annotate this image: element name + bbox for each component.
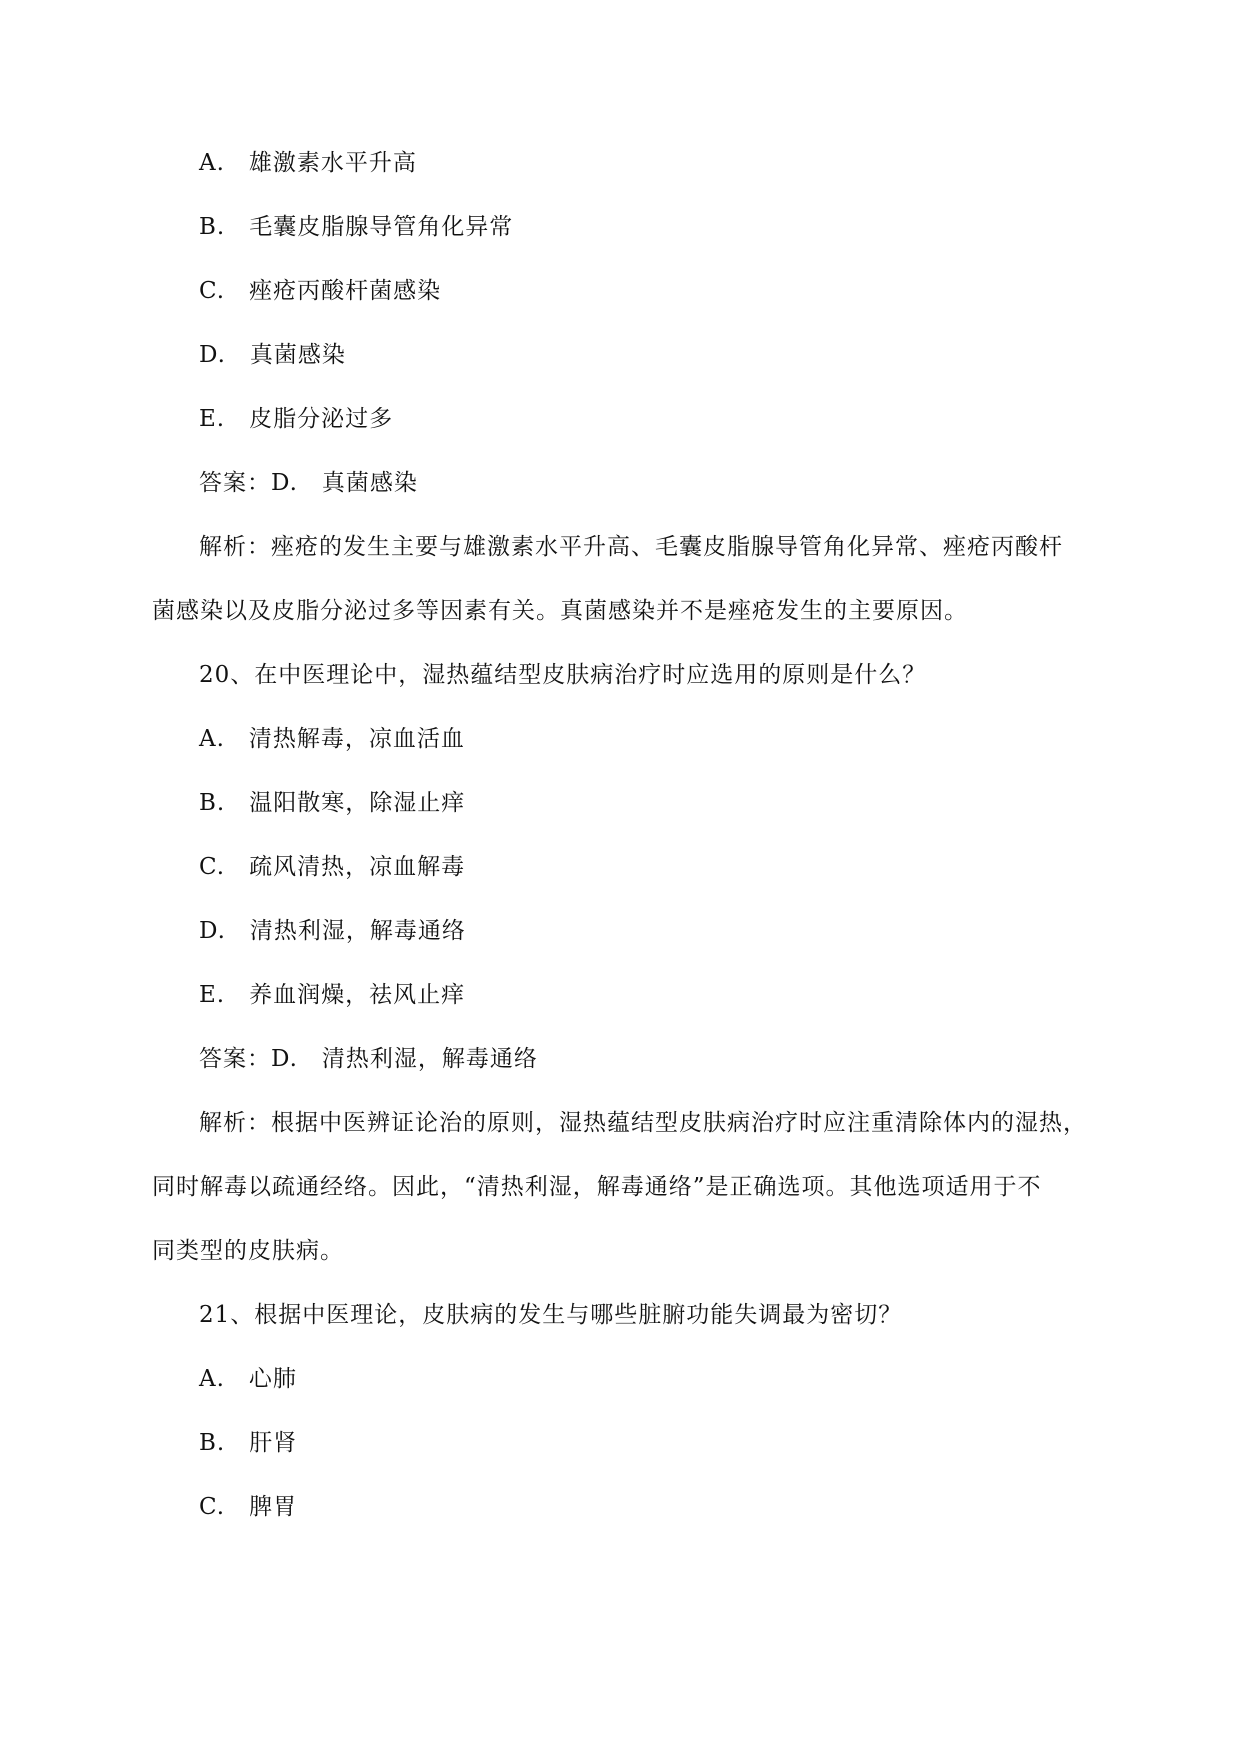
q20-option-b: B. 温阳散寒，除湿止痒: [199, 790, 466, 816]
q20-explanation-line-2: 同时解毒以疏通经络。因此，“清热利湿，解毒通络”是正确选项。其他选项适用于不: [152, 1174, 1042, 1200]
q20-option-c: C. 疏风清热，凉血解毒: [199, 854, 466, 880]
q20-explanation-line-1: 解析：根据中医辨证论治的原则，湿热蕴结型皮肤病治疗时应注重清除体内的湿热，: [199, 1110, 1087, 1136]
q19-explanation-line-2: 菌感染以及皮脂分泌过多等因素有关。真菌感染并不是痤疮发生的主要原因。: [152, 598, 968, 624]
q20-option-d: D. 清热利湿，解毒通络: [199, 918, 466, 944]
q20-question: 20、在中医理论中，湿热蕴结型皮肤病治疗时应选用的原则是什么？: [199, 662, 927, 688]
q19-option-b: B. 毛囊皮脂腺导管角化异常: [199, 214, 514, 240]
q19-option-a: A. 雄激素水平升高: [199, 150, 417, 176]
q21-option-b: B. 肝肾: [199, 1430, 298, 1456]
q20-option-a: A. 清热解毒，凉血活血: [199, 726, 465, 752]
q21-option-a: A. 心肺: [199, 1366, 297, 1392]
q19-explanation-line-1: 解析：痤疮的发生主要与雄激素水平升高、毛囊皮脂腺导管角化异常、痤疮丙酸杆: [199, 534, 1063, 560]
q19-option-c: C. 痤疮丙酸杆菌感染: [199, 278, 442, 304]
q19-answer: 答案：D. 真菌感染: [199, 470, 418, 496]
q21-option-c: C. 脾胃: [199, 1494, 298, 1520]
q19-option-d: D. 真菌感染: [199, 342, 346, 368]
q20-option-e: E. 养血润燥，祛风止痒: [199, 982, 466, 1008]
q21-question: 21、根据中医理论，皮肤病的发生与哪些脏腑功能失调最为密切？: [199, 1302, 903, 1328]
q20-answer: 答案：D. 清热利湿，解毒通络: [199, 1046, 538, 1072]
q20-explanation-line-3: 同类型的皮肤病。: [152, 1238, 344, 1264]
q19-option-e: E. 皮脂分泌过多: [199, 406, 394, 432]
